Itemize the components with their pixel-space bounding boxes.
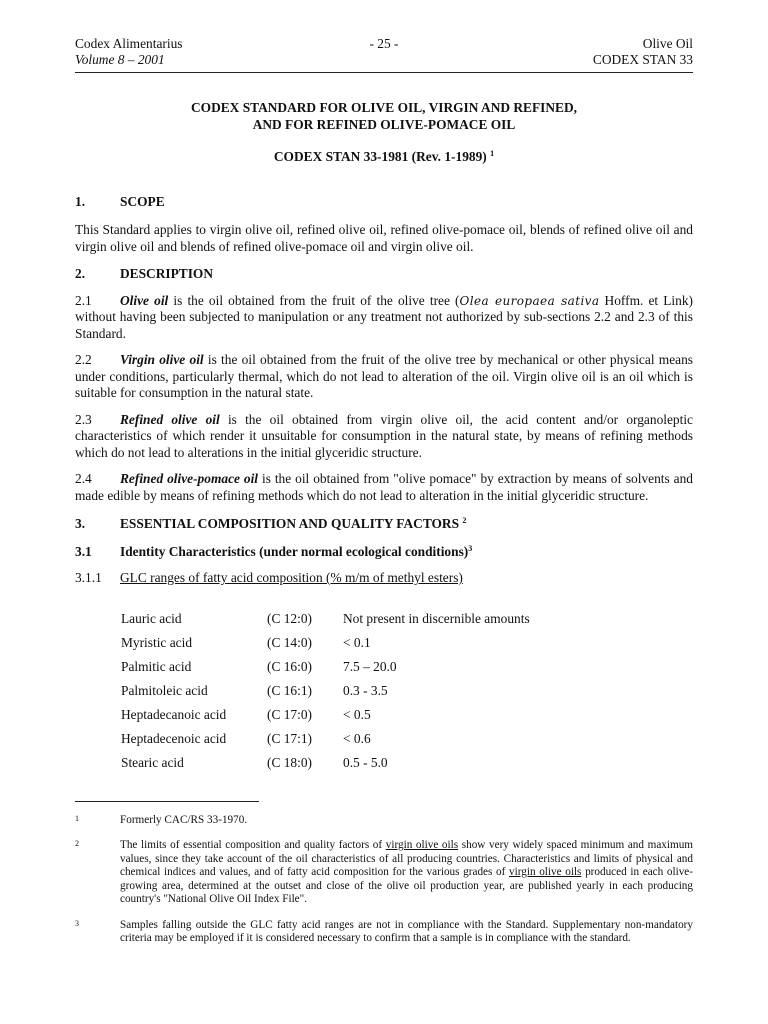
footnote-2 — [75, 839, 693, 907]
footnote-mark: 1 — [75, 813, 79, 823]
subsection-number: 3.1.1 — [75, 570, 102, 585]
paragraph-number: 2.1 — [75, 292, 92, 308]
fatty-acid-row — [121, 707, 530, 731]
section-title: SCOPE — [120, 193, 165, 209]
fatty-acid-code: (C 14:0) — [267, 634, 313, 650]
paragraph-number: 2.2 — [75, 352, 92, 367]
fatty-acid-range: 0.3 - 3.5 — [343, 682, 388, 698]
fatty-acid-code: (C 16:0) — [267, 658, 313, 674]
header-volume: Volume 8 – 2001 — [75, 52, 165, 67]
document-subtitle — [75, 149, 693, 166]
fatty-acid-row — [121, 635, 530, 659]
paragraph-2-3 — [75, 412, 693, 462]
title-line-1: CODEX STANDARD FOR OLIVE OIL, VIRGIN AND REFINED, — [190, 100, 578, 115]
footnote-1 — [75, 814, 693, 828]
subsection-title: Identity Characteristics (under normal ecological conditions) — [120, 543, 469, 559]
footnote-ref-2: 2 — [462, 516, 467, 525]
title-line-2: AND FOR REFINED OLIVE-POMACE OIL — [252, 117, 516, 132]
footnote-text-part: produced in each olive-growing area, determined at the outset and close of the olive oil production year, are published yearly in each producing country's "National Olive Oil Index File". — [120, 866, 693, 905]
header-standard-code: CODEX STAN 33 — [592, 52, 693, 67]
footnote-mark: 2 — [75, 839, 79, 848]
fatty-acid-code: (C 18:0) — [267, 754, 313, 770]
fatty-acid-row — [121, 731, 530, 755]
footnote-rule — [75, 801, 259, 802]
fatty-acid-code: (C 17:0) — [267, 706, 313, 722]
subsection-heading-3-1 — [75, 544, 693, 561]
fatty-acid-name: Palmitoleic acid — [121, 682, 208, 698]
fatty-acid-name: Palmitic acid — [121, 658, 192, 674]
header-page-number: - 25 - — [369, 36, 399, 51]
header-publication: Codex Alimentarius — [75, 36, 183, 51]
fatty-acid-range: 7.5 – 20.0 — [343, 658, 397, 674]
section-title: ESSENTIAL COMPOSITION AND QUALITY FACTORS — [120, 516, 460, 531]
fatty-acid-row — [121, 683, 530, 707]
fatty-acid-range: < 0.5 — [343, 706, 371, 722]
section-number: 1. — [75, 193, 86, 209]
latin-name: Olea europaea sativa — [459, 293, 600, 308]
header-topic: Olive Oil — [642, 36, 693, 51]
running-header — [75, 36, 693, 70]
fatty-acid-range: < 0.6 — [343, 730, 371, 746]
section-heading-scope — [75, 194, 693, 211]
document-page — [75, 36, 693, 946]
defined-term: Refined olive-pomace oil — [120, 471, 259, 486]
fatty-acid-range: 0.5 - 5.0 — [343, 754, 388, 770]
footnote-text-part: show very widely spaced minimum and maximum values, since they take account of the oil characteristics of all producing countries. Characteristics and limits of physical and chemical indices and values, and of fatty acid composition for the various grades of — [120, 839, 693, 878]
footnote-underlined: virgin olive oils — [385, 839, 459, 851]
fatty-acid-row — [121, 659, 530, 683]
paragraph-number: 2.4 — [75, 471, 92, 486]
fatty-acid-code: (C 16:1) — [267, 682, 313, 698]
fatty-acid-range: < 0.1 — [343, 634, 371, 650]
subsection-number: 3.1 — [75, 543, 92, 559]
paragraph-text: Hoffm. et Link) without having been subjected to manipulation or any treatment not authorized by sub-sections 2.2 and 2.3 of this Standard. — [75, 292, 694, 341]
fatty-acid-name: Heptadecenoic acid — [121, 730, 227, 746]
defined-term: Virgin olive oil — [120, 352, 204, 367]
footnote-ref-1: 1 — [490, 149, 495, 158]
fatty-acid-row — [121, 755, 530, 779]
fatty-acid-row — [121, 611, 530, 635]
fatty-acid-table — [121, 611, 530, 779]
fatty-acid-range: Not present in discernible amounts — [343, 610, 530, 626]
section-number: 3. — [75, 516, 86, 531]
scope-paragraph: This Standard applies to virgin olive oil, refined olive oil, refined olive-pomace oil, blends of refined olive oil and virgin olive oil and blends of refined olive-pomace oil and virgin olive oil. — [75, 222, 693, 254]
document-title — [75, 99, 693, 133]
paragraph-2-4 — [75, 471, 693, 504]
footnote-text: Formerly CAC/RS 33-1970. — [120, 813, 248, 826]
subsection-title: GLC ranges of fatty acid composition (% m/m of methyl esters) — [120, 570, 463, 585]
defined-term: Olive oil — [120, 292, 169, 308]
paragraph-text: is the oil obtained from the fruit of the olive tree ( — [168, 292, 460, 308]
paragraph-text: is the oil obtained from virgin olive oil, the acid content and/or organoleptic characteristics of which render it unsuitable for consumption in the natural state, by means of refining methods which do not lead to alterations in the initial glyceridic structure. — [75, 411, 694, 460]
fatty-acid-code: (C 12:0) — [267, 610, 313, 626]
fatty-acid-code: (C 17:1) — [267, 730, 313, 746]
fatty-acid-name: Stearic acid — [121, 754, 184, 770]
subsection-heading-3-1-1 — [75, 570, 693, 587]
paragraph-text: is the oil obtained from "olive pomace" by extraction by means of solvents and made edible by means of refining methods which do not lead to alteration in the initial glyceridic structure. — [75, 471, 693, 503]
header-rule — [75, 72, 693, 73]
footnote-3 — [75, 919, 693, 946]
section-heading-composition — [75, 516, 693, 533]
section-number: 2. — [75, 266, 86, 281]
paragraph-2-1 — [75, 293, 693, 343]
fatty-acid-name: Lauric acid — [121, 610, 182, 626]
footnote-text: Samples falling outside the GLC fatty acid ranges are not in compliance with the Standard. Supplementary non-mandatory criteria may be employed if it is considered necessary to confirm that a sample is in compliance with the standard. — [120, 918, 693, 944]
footnote-text — [120, 839, 693, 907]
defined-term: Refined olive oil — [120, 411, 220, 427]
paragraph-2-2 — [75, 352, 693, 402]
paragraph-text: is the oil obtained from the fruit of the olive tree by mechanical or other physical means under conditions, particularly thermal, which do not lead to alteration of the oil. Virgin olive oil is an oil which is suitable for consumption in the natural state. — [75, 352, 693, 400]
paragraph-number: 2.3 — [75, 411, 92, 427]
section-heading-description — [75, 266, 693, 283]
footnote-text-part: The limits of essential composition and quality factors of — [120, 839, 386, 851]
subtitle-text: CODEX STAN 33-1981 (Rev. 1-1989) — [273, 149, 487, 164]
footnote-underlined: virgin olive oils — [509, 866, 582, 878]
footnote-mark: 3 — [75, 918, 79, 928]
fatty-acid-name: Myristic acid — [121, 634, 193, 650]
section-title: DESCRIPTION — [120, 266, 214, 281]
fatty-acid-name: Heptadecanoic acid — [121, 706, 227, 722]
footnote-ref-3: 3 — [468, 543, 473, 553]
